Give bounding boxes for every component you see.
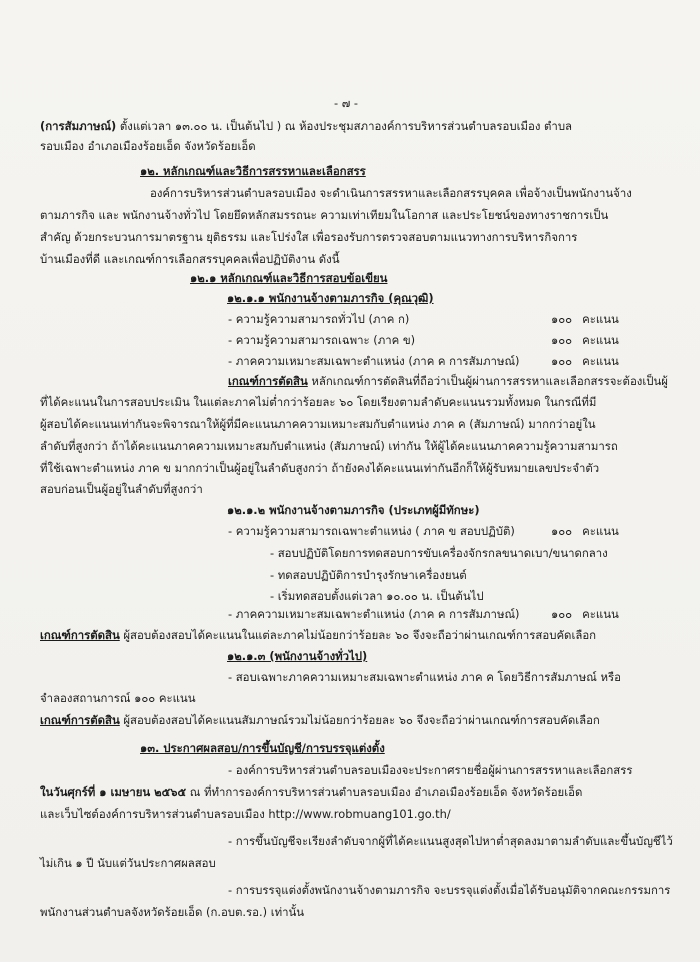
sub13-line-2: จำลองสถานการณ์ ๑๐๐ คะแนน [40, 691, 196, 705]
sec13-line-3: และเว็บไซต์องค์การบริหารส่วนตำบลรอบเมือง http://www.robmuang101.go.th/ [40, 807, 451, 821]
criteria-line-4: ที่ใช้เฉพาะตำแหน่ง ภาค ข มากกว่าเป็นผู้อยู่ในลำดับสูงกว่า ถ้ายังคงได้คะแนนเท่ากันอีกก็ให้ผู้รับหมายเลขประจำตัว [40, 461, 600, 475]
score-item-1-label: - ความรู้ความสามารถทั่วไป (ภาค ก) [228, 312, 410, 326]
sec13-line-1: - องค์การบริหารส่วนตำบลรอบเมืองจะประกาศรายชื่อผู้ผ่านการสรรหาและเลือกสรร [228, 763, 633, 777]
intro-line-2: รอบเมือง อำเภอเมืองร้อยเอ็ด จังหวัดร้อยเอ็ด [40, 139, 256, 153]
sub12-item-1-value: ๑๐๐ คะแนน [551, 524, 619, 538]
intro-line-1 [40, 118, 572, 134]
sec12-para-line-1: องค์การบริหารส่วนตำบลรอบเมือง จะดำเนินการสรรหาและเลือกสรรบุคคล เพื่อจ้างเป็นพนักงานจ้าง [150, 186, 632, 200]
criteria-line-0: เกณฑ์การตัดสิน หลักเกณฑ์การตัดสินที่ถือว่าเป็นผู้ผ่านการสรรหาและเลือกสรรจะต้องเป็นผู้ [228, 374, 668, 388]
criteria3-label: เกณฑ์การตัดสิน [40, 713, 120, 727]
section-12-heading: ๑๒. หลักเกณฑ์และวิธีการสรรหาและเลือกสรร [140, 164, 366, 178]
criteria-line-5: สอบก่อนเป็นผู้อยู่ในลำดับที่สูงกว่า [40, 482, 203, 496]
sec13-line-4: - การขึ้นบัญชีจะเรียงลำดับจากผู้ที่ได้คะแนนสูงสุดไปหาต่ำสุดลงมาตามลำดับและขึ้นบัญชีไว้ [228, 834, 673, 848]
sec13-line-7: พนักงานส่วนตำบลจังหวัดร้อยเอ็ด (ก.อบต.รอ.) เท่านั้น [40, 905, 305, 919]
page-number: - ๗ - [334, 96, 359, 110]
criteria-line-2: ผู้สอบได้คะแนนเท่ากันจะพิจารณาให้ผู้ที่มีคะแนนภาคความเหมาะสมกับตำแหน่ง ภาค ค (สัมภาษณ์) มากกว่าอยู่ใน [40, 417, 596, 431]
score-item-2-value: ๑๐๐ คะแนน [551, 333, 619, 347]
score-item-3-label: - ภาคความเหมาะสมเฉพาะตำแหน่ง (ภาค ค การสัมภาษณ์) [228, 354, 520, 368]
criteria-line-3: ลำดับที่สูงกว่า ถ้าได้คะแนนภาคความเหมาะสมกับตำแหน่ง (สัมภาษณ์) เท่ากัน ให้ผู้ได้คะแนนภาคความรู้ความสามารถ [40, 439, 618, 453]
sec12-para-line-2: ตามภารกิจ และ พนักงานจ้างทั่วไป โดยยึดหลักสมรรถนะ ความเท่าเทียมในโอกาส และประโยชน์ของทางราชการเป็น [40, 208, 609, 222]
subsection-12-1-heading: ๑๒.๑ หลักเกณฑ์และวิธีการสอบข้อเขียน [190, 271, 388, 285]
sub12-item-1-label: - ความรู้ความสามารถเฉพาะตำแหน่ง ( ภาค ข สอบปฏิบัติ) [228, 524, 515, 538]
criteria-line-1: ที่ได้คะแนนในการสอบประเมิน ในแต่ละภาคไม่ต่ำกว่าร้อยละ ๖๐ โดยเรียงตามลำดับคะแนนรวมทั้งหมด ในกรณีที่มี [40, 395, 597, 409]
sub12-item-2-value: ๑๐๐ คะแนน [551, 607, 619, 621]
score-item-2-label: - ความรู้ความสามารถเฉพาะ (ภาค ข) [228, 333, 416, 347]
subsection-12-1-2-heading: ๑๒.๑.๒ พนักงานจ้างตามภารกิจ (ประเภทผู้มีทักษะ) [227, 503, 480, 517]
sub13-line-1: - สอบเฉพาะภาคความเหมาะสมเฉพาะตำแหน่ง ภาค ค โดยวิธีการสัมภาษณ์ หรือ [228, 670, 621, 684]
section-13-heading: ๑๓. ประกาศผลสอบ/การขึ้นบัญชี/การบรรจุแต่งตั้ง [140, 741, 385, 755]
sub12-item-2-label: - ภาคความเหมาะสมเฉพาะตำแหน่ง (ภาค ค การสัมภาษณ์) [228, 607, 520, 621]
sub12-bullet-3: - เริ่มทดสอบตั้งแต่เวลา ๑๐.๐๐ น. เป็นต้นไป [270, 589, 484, 603]
sub12-bullet-1: - สอบปฏิบัติโดยการทดสอบการขับเครื่องจักรกลขนาดเบา/ขนาดกลาง [270, 546, 608, 560]
sub12-bullet-2: - ทดสอบปฏิบัติการบำรุงรักษาเครื่องยนต์ [270, 568, 467, 582]
sec13-line-2: ในวันศุกร์ที่ ๑ เมษายน ๒๕๖๕ ณ ที่ทำการองค์การบริหารส่วนตำบลรอบเมือง อำเภอเมืองร้อยเอ็ด จังหวัดร้อยเอ็ด [40, 785, 583, 799]
score-item-3-value: ๑๐๐ คะแนน [551, 354, 619, 368]
intro-label: (การสัมภาษณ์) [40, 119, 117, 133]
sec13-line-5: ไม่เกิน ๑ ปี นับแต่วันประกาศผลสอบ [40, 856, 216, 870]
intro-line-1-text: ตั้งแต่เวลา ๑๓.๐๐ น. เป็นต้นไป ) ณ ห้องประชุมสภาองค์การบริหารส่วนตำบลรอบเมือง ตำบล [116, 119, 573, 133]
announcement-date: ในวันศุกร์ที่ ๑ เมษายน ๒๕๖๕ [40, 785, 187, 799]
criteria-label: เกณฑ์การตัดสิน [228, 374, 308, 388]
criteria2-label: เกณฑ์การตัดสิน [40, 628, 120, 642]
criteria3-line: เกณฑ์การตัดสิน ผู้สอบต้องสอบได้คะแนนสัมภาษณ์รวมไม่น้อยกว่าร้อยละ ๖๐ จึงจะถือว่าผ่านเกณฑ์การสอบคัดเลือก [40, 713, 600, 727]
sec12-para-line-4: บ้านเมืองที่ดี และเกณฑ์การเลือกสรรบุคคลเพื่อปฏิบัติงาน ดังนี้ [40, 252, 340, 266]
score-item-1-value: ๑๐๐ คะแนน [551, 312, 619, 326]
criteria2-line: เกณฑ์การตัดสิน ผู้สอบต้องสอบได้คะแนนในแต่ละภาคไม่น้อยกว่าร้อยละ ๖๐ จึงจะถือว่าผ่านเกณฑ์การสอบคัดเลือก [40, 628, 597, 642]
sec12-para-line-3: สำคัญ ด้วยกระบวนการมาตรฐาน ยุติธรรม และโปร่งใส เพื่อรองรับการตรวจสอบตามแนวทางการบริหารกิจการ [40, 230, 578, 244]
subsection-12-1-1-heading: ๑๒.๑.๑ พนักงานจ้างตามภารกิจ (คุณวุฒิ) [227, 291, 434, 305]
subsection-12-1-3-heading: ๑๒.๑.๓ (พนักงานจ้างทั่วไป) [227, 649, 368, 663]
sec13-line-6: - การบรรจุแต่งตั้งพนักงานจ้างตามภารกิจ จะบรรจุแต่งตั้งเมื่อได้รับอนุมัติจากคณะกรรมการ [228, 883, 671, 897]
